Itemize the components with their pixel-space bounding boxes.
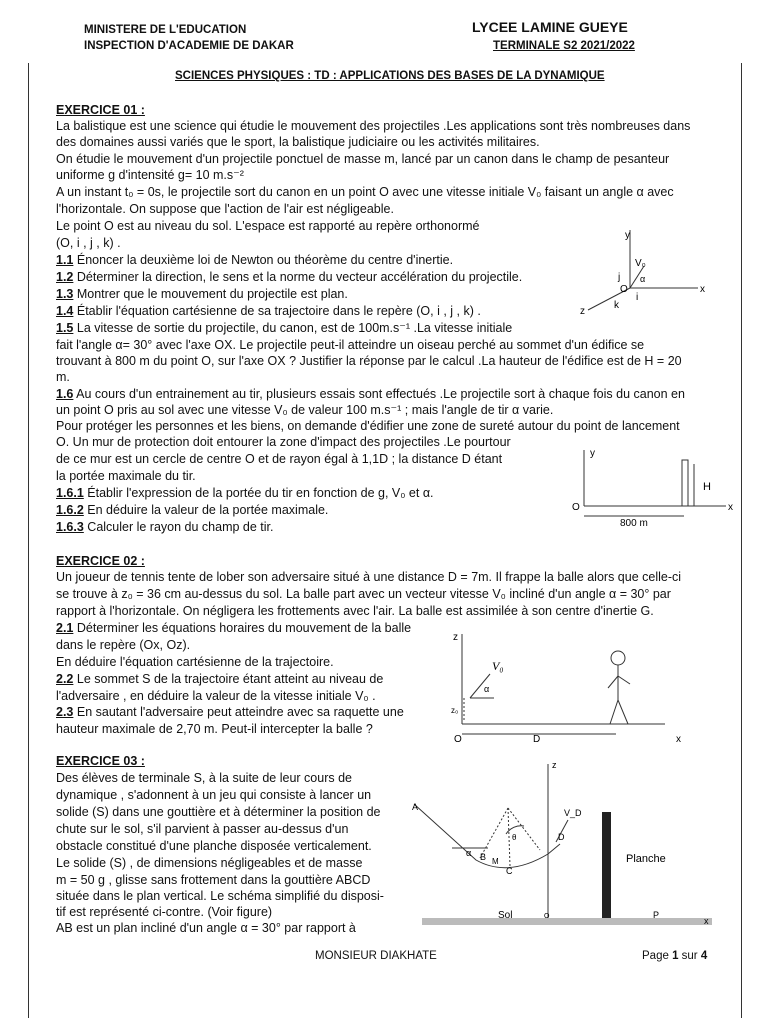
fig1-z-label: z [580, 306, 585, 317]
ex1-line: de ce mur est un cercle de centre O et de rayon égal à 1,1D ; la distance D étant [56, 452, 503, 466]
plank [602, 812, 611, 920]
ex3-line: dynamique , s'adonnent à un jeu qui consiste à lancer un [56, 788, 372, 802]
class-year: TERMINALE S2 2021/2022 [493, 40, 635, 52]
author-name: MONSIEUR DIAKHATE [315, 950, 437, 962]
question-2-3: 2.3 En sautant l'adversaire peut atteindre avec sa raquette une [56, 705, 404, 719]
question-1-4: 1.4 Établir l'équation cartésienne de sa trajectoire dans le repère (O, i , j , k) . [56, 304, 481, 318]
fig4-x-label: x [704, 916, 709, 926]
fig3-distance-label: D [533, 734, 541, 745]
fig1-v0-label: V₀ [635, 258, 646, 269]
ex3-line: obstacle constitué d'une planche disposée verticalement. [56, 839, 372, 853]
fig1-k-label: k [614, 300, 619, 311]
question-number: 1.6 [56, 387, 74, 401]
ex1-line: un point O pris au sol avec une vitesse V₀ de valeur 100 m.s⁻¹ ; mais l'angle de tir α varie. [56, 403, 554, 417]
fig3-v0-label: V₀ [492, 659, 504, 673]
question-number: 1.4 [56, 304, 74, 318]
ex1-line: A un instant t₀ = 0s, le projectile sort du canon en un point O avec une vitesse initiale V₀ faisant un angle α avec [56, 185, 674, 199]
fig1-i-label: i [636, 292, 639, 303]
question-number: 2.2 [56, 672, 74, 686]
fig4-theta-label: θ [512, 833, 517, 842]
ex1-line: des domaines aussi variés que le sport, la balistique judiciaire ou les activités militaires. [56, 135, 540, 149]
ex2-heading: EXERCICE 02 : [56, 554, 145, 568]
question-number: 1.6.2 [56, 503, 84, 517]
fig4-origin-label: O [544, 913, 550, 920]
ex3-line: Des élèves de terminale S, à la suite de leur cours de [56, 771, 352, 785]
fig3-alpha-label: α [484, 684, 490, 694]
inspection-name: INSPECTION D'ACADEMIE DE DAKAR [84, 40, 294, 52]
page-number: Page 1 sur 4 [642, 950, 708, 962]
ministry-name: MINISTERE DE L'EDUCATION [84, 24, 247, 36]
ex3-heading: EXERCICE 03 : [56, 754, 145, 768]
ex2-line: l'adversaire , en déduire la valeur de la vitesse initiale V₀ . [56, 689, 376, 703]
question-1-5: 1.5 La vitesse de sortie du projectile, du canon, est de 100m.s⁻¹ .La vitesse initiale [56, 321, 513, 335]
ex2-line: se trouve à z₀ = 36 cm au-dessus du sol. La balle part avec un vecteur vitesse V₀ incliné d'un angle α = 30° par [56, 587, 671, 601]
fig4-c-label: C [506, 866, 513, 876]
question-1-2: 1.2 Déterminer la direction, le sens et la norme du vecteur accélération du projectile. [56, 270, 523, 284]
ex2-line: rapport à l'horizontale. On négligera les frottements avec l'air. La balle est assimilée à son centre d'inertie G. [56, 604, 654, 618]
school-name: LYCEE LAMINE GUEYE [472, 19, 628, 35]
ex1-line: la portée maximale du tir. [56, 469, 196, 483]
ex1-line: uniforme g d'intensité g= 10 m.s⁻² [56, 168, 244, 182]
ex1-line: m. [56, 370, 70, 384]
ex3-line: solide (S) dans une gouttière et à déterminer la position de [56, 805, 381, 819]
question-number: 2.3 [56, 705, 74, 719]
fig2-height-label: H [703, 481, 711, 493]
page-title: SCIENCES PHYSIQUES : TD : APPLICATIONS DES BASES DE LA DYNAMIQUE [175, 70, 605, 82]
ex1-line: Pour protéger les personnes et les biens, on demande d'édifier une zone de sureté autour du point de lancement [56, 419, 680, 433]
question-1-3: 1.3 Montrer que le mouvement du projectile est plan. [56, 287, 348, 301]
ex2-line: En déduire l'équation cartésienne de la trajectoire. [56, 655, 334, 669]
fig1-y-label: y [625, 230, 630, 241]
ex1-line: trouvant à 800 m du point O, sur l'axe OX ? Justifier la réponse par le calcul .La hauteur de l'édifice est de H = 20 [56, 354, 682, 368]
ex2-line: Un joueur de tennis tente de lober son adversaire situé à une distance D = 7m. Il frappe la balle alors que celle-ci [56, 570, 682, 584]
fig4-b-label: B [480, 852, 487, 862]
ex1-line: fait l'angle α= 30° avec l'axe OX. Le projectile peut-il atteindre un oiseau perché au sommet d'un édifice se [56, 338, 645, 352]
question-2-2: 2.2 Le sommet S de la trajectoire étant atteint au niveau de [56, 672, 384, 686]
ex3-line: Le solide (S) , de dimensions négligeables et de masse [56, 856, 363, 870]
question-number: 2.1 [56, 621, 74, 635]
fig3-x-label: x [676, 734, 681, 745]
fig1-j-label: j [618, 272, 621, 283]
ex1-line: Le point O est au niveau du sol. L'espace est rapporté au repère orthonormé [56, 219, 480, 233]
fig4-alpha-label: α [466, 848, 472, 858]
fig2-y-label: y [590, 448, 595, 459]
question-number: 1.6.1 [56, 486, 84, 500]
figure-tennis [450, 628, 700, 746]
ex2-line: dans le repère (Ox, Oz). [56, 638, 191, 652]
fig2-distance-label: 800 m [620, 518, 648, 529]
question-1-6-3: 1.6.3 Calculer le rayon du champ de tir. [56, 520, 274, 534]
ex1-line: l'horizontale. On suppose que l'action de l'air est négligeable. [56, 202, 394, 216]
fig4-z-label: z [552, 760, 557, 770]
ground [422, 918, 712, 925]
fig1-alpha-label: α [640, 274, 646, 284]
ex1-line: La balistique est une science qui étudie le mouvement des projectiles .Les applications sont très nombreuses dans [56, 119, 691, 133]
fig2-origin-label: O [572, 502, 580, 513]
fig4-ground-label: Sol [498, 910, 513, 921]
ex3-line: AB est un plan incliné d'un angle α = 30° par rapport à [56, 921, 356, 935]
ex3-line: tif est représenté ci-contre. (Voir figure) [56, 905, 273, 919]
question-1-1: 1.1 Énoncer la deuxième loi de Newton ou théorème du centre d'inertie. [56, 253, 454, 267]
fig4-vd-label: V_D [564, 808, 582, 818]
ex1-heading: EXERCICE 01 : [56, 103, 145, 117]
ex2-line: hauteur maximale de 2,70 m. Peut-il intercepter la balle ? [56, 722, 373, 736]
fig3-origin-label: O [454, 734, 462, 745]
question-number: 1.2 [56, 270, 74, 284]
question-number: 1.6.3 [56, 520, 84, 534]
fig4-d-label: D [558, 832, 565, 842]
question-1-6-2: 1.6.2 En déduire la valeur de la portée maximale. [56, 503, 329, 517]
ex1-line: (O, i , j , k) . [56, 236, 121, 250]
ex1-line: On étudie le mouvement d'un projectile ponctuel de masse m, lancé par un canon dans le champ de pesanteur [56, 152, 670, 166]
fig2-x-label: x [728, 502, 733, 513]
question-number: 1.3 [56, 287, 74, 301]
figure-gutter [408, 760, 718, 932]
question-number: 1.1 [56, 253, 74, 267]
figure-coordinate-frame [570, 222, 720, 322]
fig3-z0-label: z₀ [451, 706, 459, 715]
fig4-plank-label: Planche [626, 853, 666, 865]
fig4-a-label: A [412, 802, 419, 812]
question-2-1: 2.1 Déterminer les équations horaires du mouvement de la balle [56, 621, 412, 635]
ex3-line: m = 50 g , glisse sans frottement dans la gouttière ABCD [56, 873, 371, 887]
ex1-line: O. Un mur de protection doit entourer la zone d'impact des projectiles .Le pourtour [56, 435, 511, 449]
fig1-origin-label: O [620, 284, 628, 295]
fig4-m-label: M [492, 857, 499, 866]
ex3-line: située dans le plan vertical. Le schéma simplifié du disposi- [56, 889, 384, 903]
fig4-p-label: P [653, 910, 660, 920]
figure-building [560, 442, 740, 532]
fig1-x-label: x [700, 284, 705, 295]
question-1-6-1: 1.6.1 Établir l'expression de la portée du tir en fonction de g, V₀ et α. [56, 486, 434, 500]
question-number: 1.5 [56, 321, 74, 335]
ex3-line: chute sur le sol, s'il parvient à passer au-dessus d'un [56, 822, 349, 836]
fig3-z-label: z [453, 632, 458, 643]
question-1-6: 1.6 Au cours d'un entrainement au tir, plusieurs essais sont effectués .Le projectile sort à chaque fois du canon en [56, 387, 685, 401]
